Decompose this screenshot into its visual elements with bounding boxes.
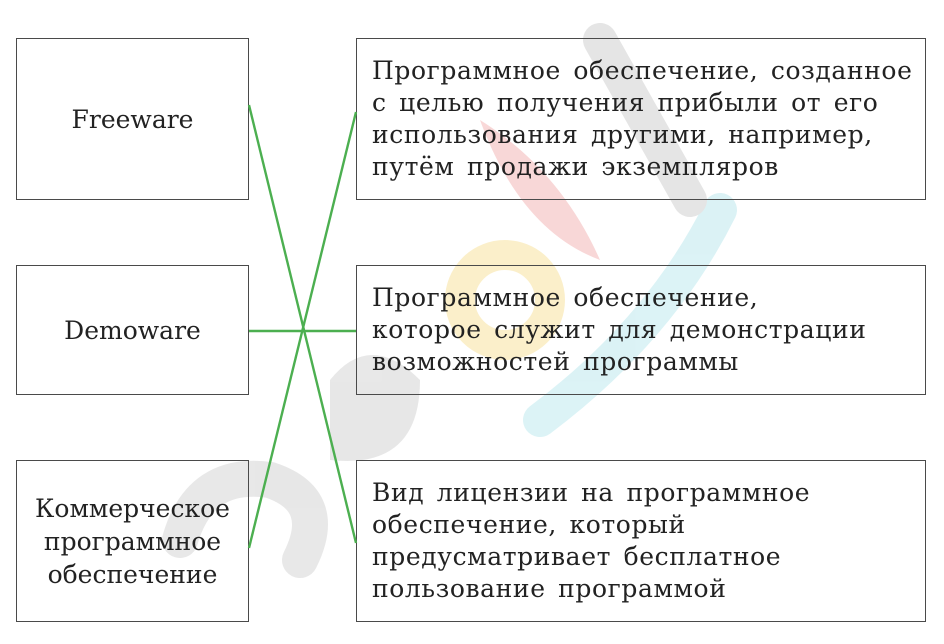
term-box-demoware [16,265,249,395]
term-box-commercial [16,460,249,622]
definition-text-3: Вид лицензии на программное обеспечение, который предусматривает бесплатное пользование программой [372,478,811,603]
definition-text-1: Программное обеспечение, созданное с целью получения прибыли от его использования другими, например, путём продажи экземпляров [372,56,913,181]
definition-text-2: Программное обеспечение, которое служит для демонстрации возможностей программы [372,283,867,376]
term-box-freeware [16,38,249,200]
term-label-demoware: Demoware [64,315,201,345]
definition-box-3 [356,460,926,622]
term-label-freeware: Freeware [71,104,194,134]
definition-box-2 [356,265,926,395]
term-label-commercial: Коммерческое программное обеспечение [35,493,230,589]
definition-box-1 [356,38,926,200]
